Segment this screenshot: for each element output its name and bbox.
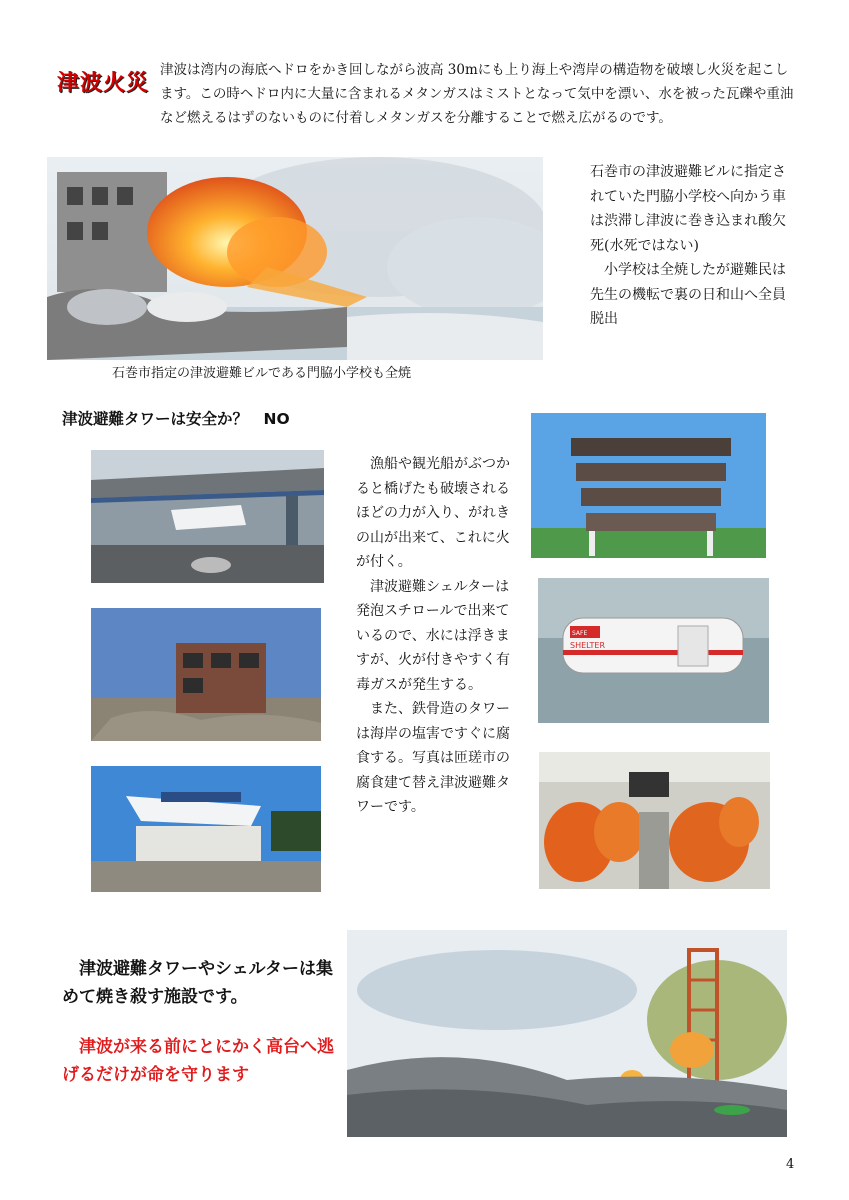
section-title: 津波火災 — [57, 71, 150, 96]
bridge-boat-photo — [91, 450, 324, 583]
mid-paragraph-2: 津波避難シェルターは発泡スチロールで出来ているので、水には浮きますが、火が付きやすく有毒ガスが発生する。 — [356, 578, 510, 693]
middle-column-text — [356, 452, 522, 820]
shelter-label-2: SAFE — [572, 630, 588, 637]
question-heading: 津波避難タワーは安全か？ NO — [62, 410, 290, 428]
people-in-shelter-photo — [539, 752, 770, 889]
right-column-text — [590, 160, 790, 332]
fire-illustration — [47, 157, 543, 360]
shelter-label-1: SHELTER — [570, 641, 606, 650]
shelter-photo — [538, 578, 769, 723]
mid-paragraph-3: また、鉄骨造のタワーは海岸の塩害ですぐに腐食する。写真は匝瑳市の腐食建て替え津波避難タワーです。 — [356, 701, 510, 815]
right-paragraph-2: 小学校は全焼したが避難民は先生の機転で裏の日和山へ全員脱出 — [590, 262, 786, 327]
intro-paragraph: 津波は湾内の海底へドロをかき回しながら波高 30mにも上り海上や湾岸の構造物を破壊し火災を起こします。この時ヘドロ内に大量に含まれるメタンガスはミストとなって気中を漂い、水を被った瓦礫や重油など燃えるはずのないものに付着しメタンガスを分離することで燃え広がるのです。 — [160, 62, 794, 126]
ship-on-building-photo — [91, 766, 321, 892]
evacuation-tower-photo — [531, 413, 766, 558]
fire-caption: 石巻市指定の津波避難ビルである門脇小学校も全焼 — [112, 366, 412, 381]
right-paragraph-1: 石巻市の津波避難ビルに指定されていた門脇小学校へ向かう車は渋滞し津波に巻き込まれ酸欠死(水死ではない) — [590, 164, 786, 254]
destroyed-building-photo — [91, 608, 321, 741]
burning-tower-illustration — [347, 930, 787, 1137]
bottom-message — [62, 955, 337, 1111]
bottom-message-1: 津波避難タワーやシェルターは集めて焼き殺す施設です。 — [62, 959, 333, 1007]
page-number: 4 — [786, 1157, 795, 1172]
mid-paragraph-1: 漁船や観光船がぶつかると橋げたも破壊されるほどの力が入り、がれきの山が出来て、これに火が付く。 — [356, 456, 510, 570]
bottom-message-2: 津波が来る前にとにかく高台へ逃げるだけが命を守ります — [62, 1037, 334, 1085]
